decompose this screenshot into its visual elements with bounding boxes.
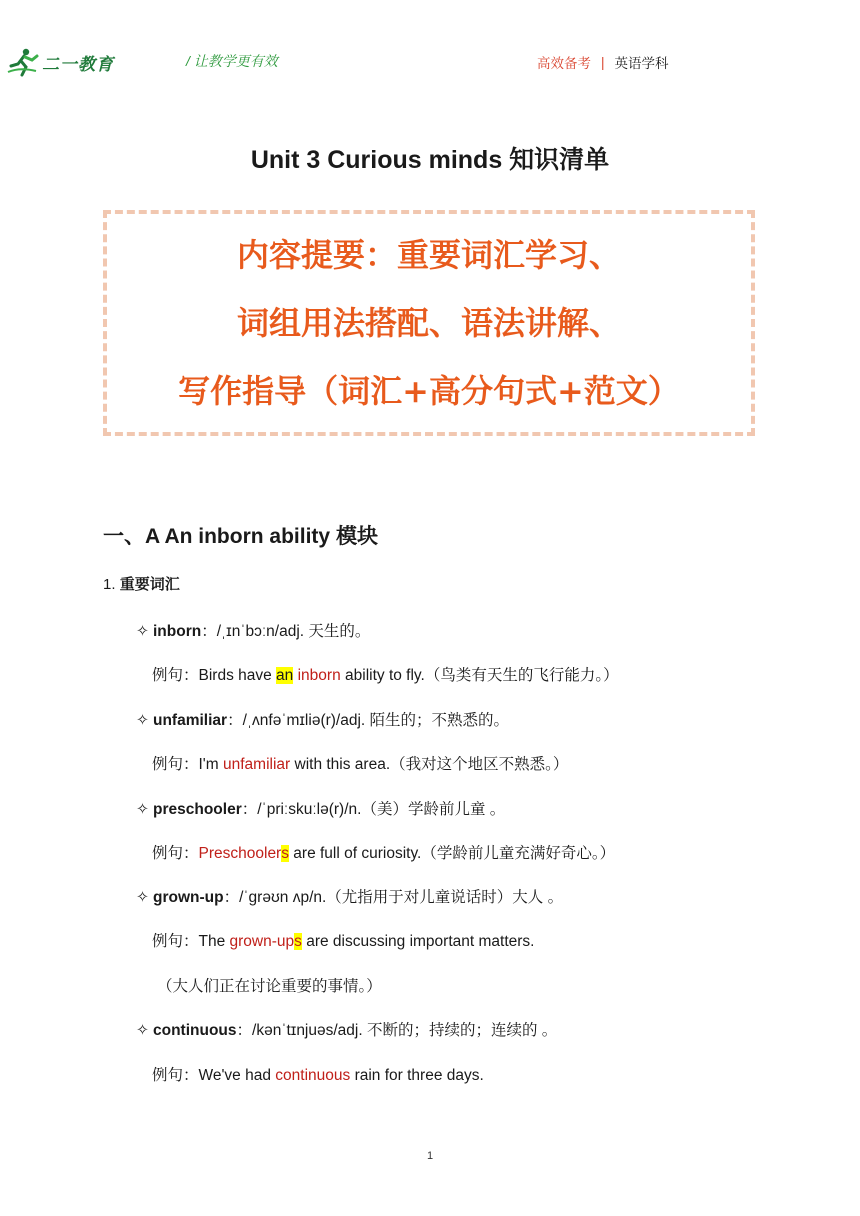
example-sentence-inborn xyxy=(152,663,619,685)
section-heading: 一、A An inborn ability 模块 xyxy=(103,525,378,548)
keyword-text: inborn xyxy=(297,667,341,684)
example-text-end: ability to fly.（鸟类有天生的飞行能力。） xyxy=(340,667,619,684)
example-sentence-preschooler xyxy=(152,841,615,863)
header-separator: | xyxy=(601,54,605,70)
diamond-bullet-icon: ✧ xyxy=(136,623,149,640)
logo-text: 二一教育 xyxy=(42,54,114,75)
highlighted-text: s xyxy=(281,845,289,862)
example-text: 例句：We've had xyxy=(152,1067,276,1084)
subsection-heading xyxy=(103,573,180,594)
vocab-word: unfamiliar xyxy=(153,712,228,729)
summary-line-3: 写作指导（词汇+高分句式+范文） xyxy=(178,372,680,410)
diamond-bullet-icon: ✧ xyxy=(136,801,149,818)
subsection-title: 重要词汇 xyxy=(119,576,180,593)
example-translation-grown-up: （大人们正在讨论重要的事情。） xyxy=(157,978,382,995)
example-text-end: with this area.（我对这个地区不熟悉。） xyxy=(290,756,569,773)
vocab-word: inborn xyxy=(153,623,202,640)
vocab-entry-inborn xyxy=(136,619,370,641)
example-text-end: rain for three days. xyxy=(350,1067,484,1084)
header-exam-label: 高效备考 xyxy=(537,56,591,71)
diamond-bullet-icon: ✧ xyxy=(136,1022,149,1039)
example-sentence-continuous xyxy=(152,1063,484,1085)
vocab-definition: ：/ˈɡrəʊn ʌp/n.（尤指用于对儿童说话时）大人 。 xyxy=(223,889,564,906)
example-text: 例句：The xyxy=(152,933,230,950)
vocab-definition: ：/kənˈtɪnjuəs/adj. 不断的；持续的；连续的 。 xyxy=(236,1022,558,1039)
diamond-bullet-icon: ✧ xyxy=(136,712,149,729)
vocab-word: grown-up xyxy=(153,889,224,906)
running-figure-icon xyxy=(6,45,40,79)
example-text-end: are discussing important matters. xyxy=(301,933,535,950)
summary-box xyxy=(103,210,755,436)
vocab-word: continuous xyxy=(153,1022,237,1039)
example-text-end: are full of curiosity.（学龄前儿童充满好奇心。） xyxy=(288,845,616,862)
subsection-number: 1. xyxy=(103,576,120,593)
page-number: 1 xyxy=(426,1150,434,1162)
keyword-text: Preschooler xyxy=(198,845,282,862)
header-subject-label: 英语学科 xyxy=(614,56,669,71)
keyword-text: unfamiliar xyxy=(222,756,291,773)
summary-line-1: 内容提要：重要词汇学习、 xyxy=(236,236,621,274)
keyword-text: grown-up xyxy=(229,933,295,950)
highlighted-text: s xyxy=(294,933,302,950)
vocab-entry-grown-up xyxy=(136,885,563,907)
vocab-entry-unfamiliar xyxy=(136,708,509,730)
keyword-text: continuous xyxy=(275,1067,351,1084)
header-subject xyxy=(537,52,669,72)
page-title: Unit 3 Curious minds 知识清单 xyxy=(250,146,610,174)
vocab-definition: ：/ˈpriːskuːlə(r)/n.（美）学龄前儿童 。 xyxy=(241,801,506,818)
diamond-bullet-icon: ✧ xyxy=(136,889,149,906)
summary-line-2: 词组用法搭配、语法讲解、 xyxy=(236,304,621,342)
example-text: 例句：Birds have xyxy=(152,667,277,684)
vocab-definition: ：/ˌʌnfəˈmɪliə(r)/adj. 陌生的；不熟悉的。 xyxy=(227,712,510,729)
brand-logo xyxy=(6,44,114,80)
example-text: 例句： xyxy=(152,845,199,862)
highlighted-text: an xyxy=(276,667,294,684)
vocab-entry-preschooler xyxy=(136,797,505,819)
vocab-entry-continuous xyxy=(136,1018,557,1040)
example-text: 例句：I'm xyxy=(152,756,223,773)
vocab-definition: ：/ˌɪnˈbɔːn/adj. 天生的。 xyxy=(201,623,371,640)
header-slogan: / 让教学更有效 xyxy=(186,53,278,69)
example-sentence-unfamiliar xyxy=(152,752,568,774)
example-sentence-grown-up xyxy=(152,929,534,951)
vocab-word: preschooler xyxy=(153,801,242,818)
